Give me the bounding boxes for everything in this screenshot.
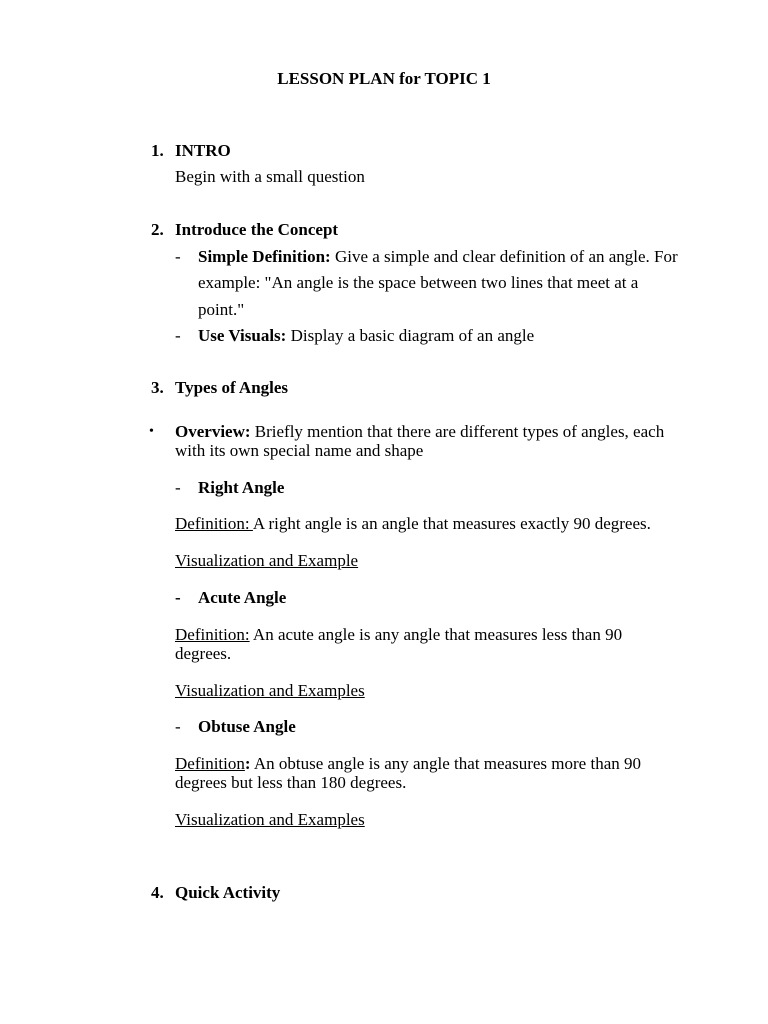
definition-label: Definition: — [175, 625, 250, 644]
overview-text: Briefly mention that there are different types of angles, each — [250, 422, 665, 441]
definition-text: An acute angle is any angle that measures less than 90 — [249, 625, 623, 644]
section-3-number: 3. — [151, 378, 164, 397]
definition-text: A right angle is an angle that measures exactly 90 degrees. — [252, 514, 651, 533]
use-visuals-line — [198, 326, 534, 346]
list-dash: - — [175, 326, 181, 345]
section-1-heading: INTRO — [175, 141, 231, 160]
simple-definition-text: Give a simple and clear definition of an angle. For — [330, 247, 678, 266]
bullet-icon: • — [149, 424, 154, 439]
page-title: LESSON PLAN for TOPIC 1 — [277, 69, 491, 88]
list-dash: - — [175, 717, 181, 736]
definition-text: An obtuse angle is any angle that measures more than 90 — [250, 754, 641, 773]
obtuse-angle-definition-line-2: degrees but less than 180 degrees. — [175, 773, 407, 792]
overview-line-1 — [175, 422, 664, 442]
obtuse-angle-definition-line-1 — [175, 754, 641, 774]
use-visuals-text: Display a basic diagram of an angle — [286, 326, 535, 345]
right-angle-visualization-link: Visualization and Example — [175, 551, 359, 570]
section-2-heading: Introduce the Concept — [175, 220, 339, 239]
simple-definition-line-2: example: "An angle is the space between two lines that meet at a — [198, 273, 639, 292]
obtuse-angle-heading: Obtuse Angle — [198, 717, 296, 736]
simple-definition-line-3: point." — [198, 300, 245, 319]
overview-label: Overview: — [175, 422, 251, 441]
obtuse-angle-visualization-link: Visualization and Examples — [175, 810, 365, 829]
acute-angle-visualization-link: Visualization and Examples — [175, 681, 365, 700]
simple-definition-line-1 — [198, 247, 678, 267]
list-dash: - — [175, 478, 181, 497]
simple-definition-label: Simple Definition: — [198, 247, 331, 266]
definition-label: Definition — [175, 754, 245, 773]
acute-angle-definition-line-1 — [175, 625, 622, 645]
section-4-number: 4. — [151, 883, 164, 902]
definition-label: Definition: — [175, 514, 253, 533]
section-1-text: Begin with a small question — [175, 167, 365, 186]
use-visuals-label: Use Visuals: — [198, 326, 287, 345]
acute-angle-heading: Acute Angle — [198, 588, 287, 607]
section-2-number: 2. — [151, 220, 164, 239]
right-angle-heading: Right Angle — [198, 478, 285, 497]
section-4-heading: Quick Activity — [175, 883, 281, 902]
overview-line-2: with its own special name and shape — [175, 441, 424, 460]
acute-angle-definition-line-2: degrees. — [175, 644, 232, 663]
section-3-heading: Types of Angles — [175, 378, 289, 397]
right-angle-definition — [175, 514, 651, 534]
definition-colon: : — [244, 754, 251, 773]
section-1-number: 1. — [151, 141, 164, 160]
list-dash: - — [175, 588, 181, 607]
list-dash: - — [175, 247, 181, 266]
